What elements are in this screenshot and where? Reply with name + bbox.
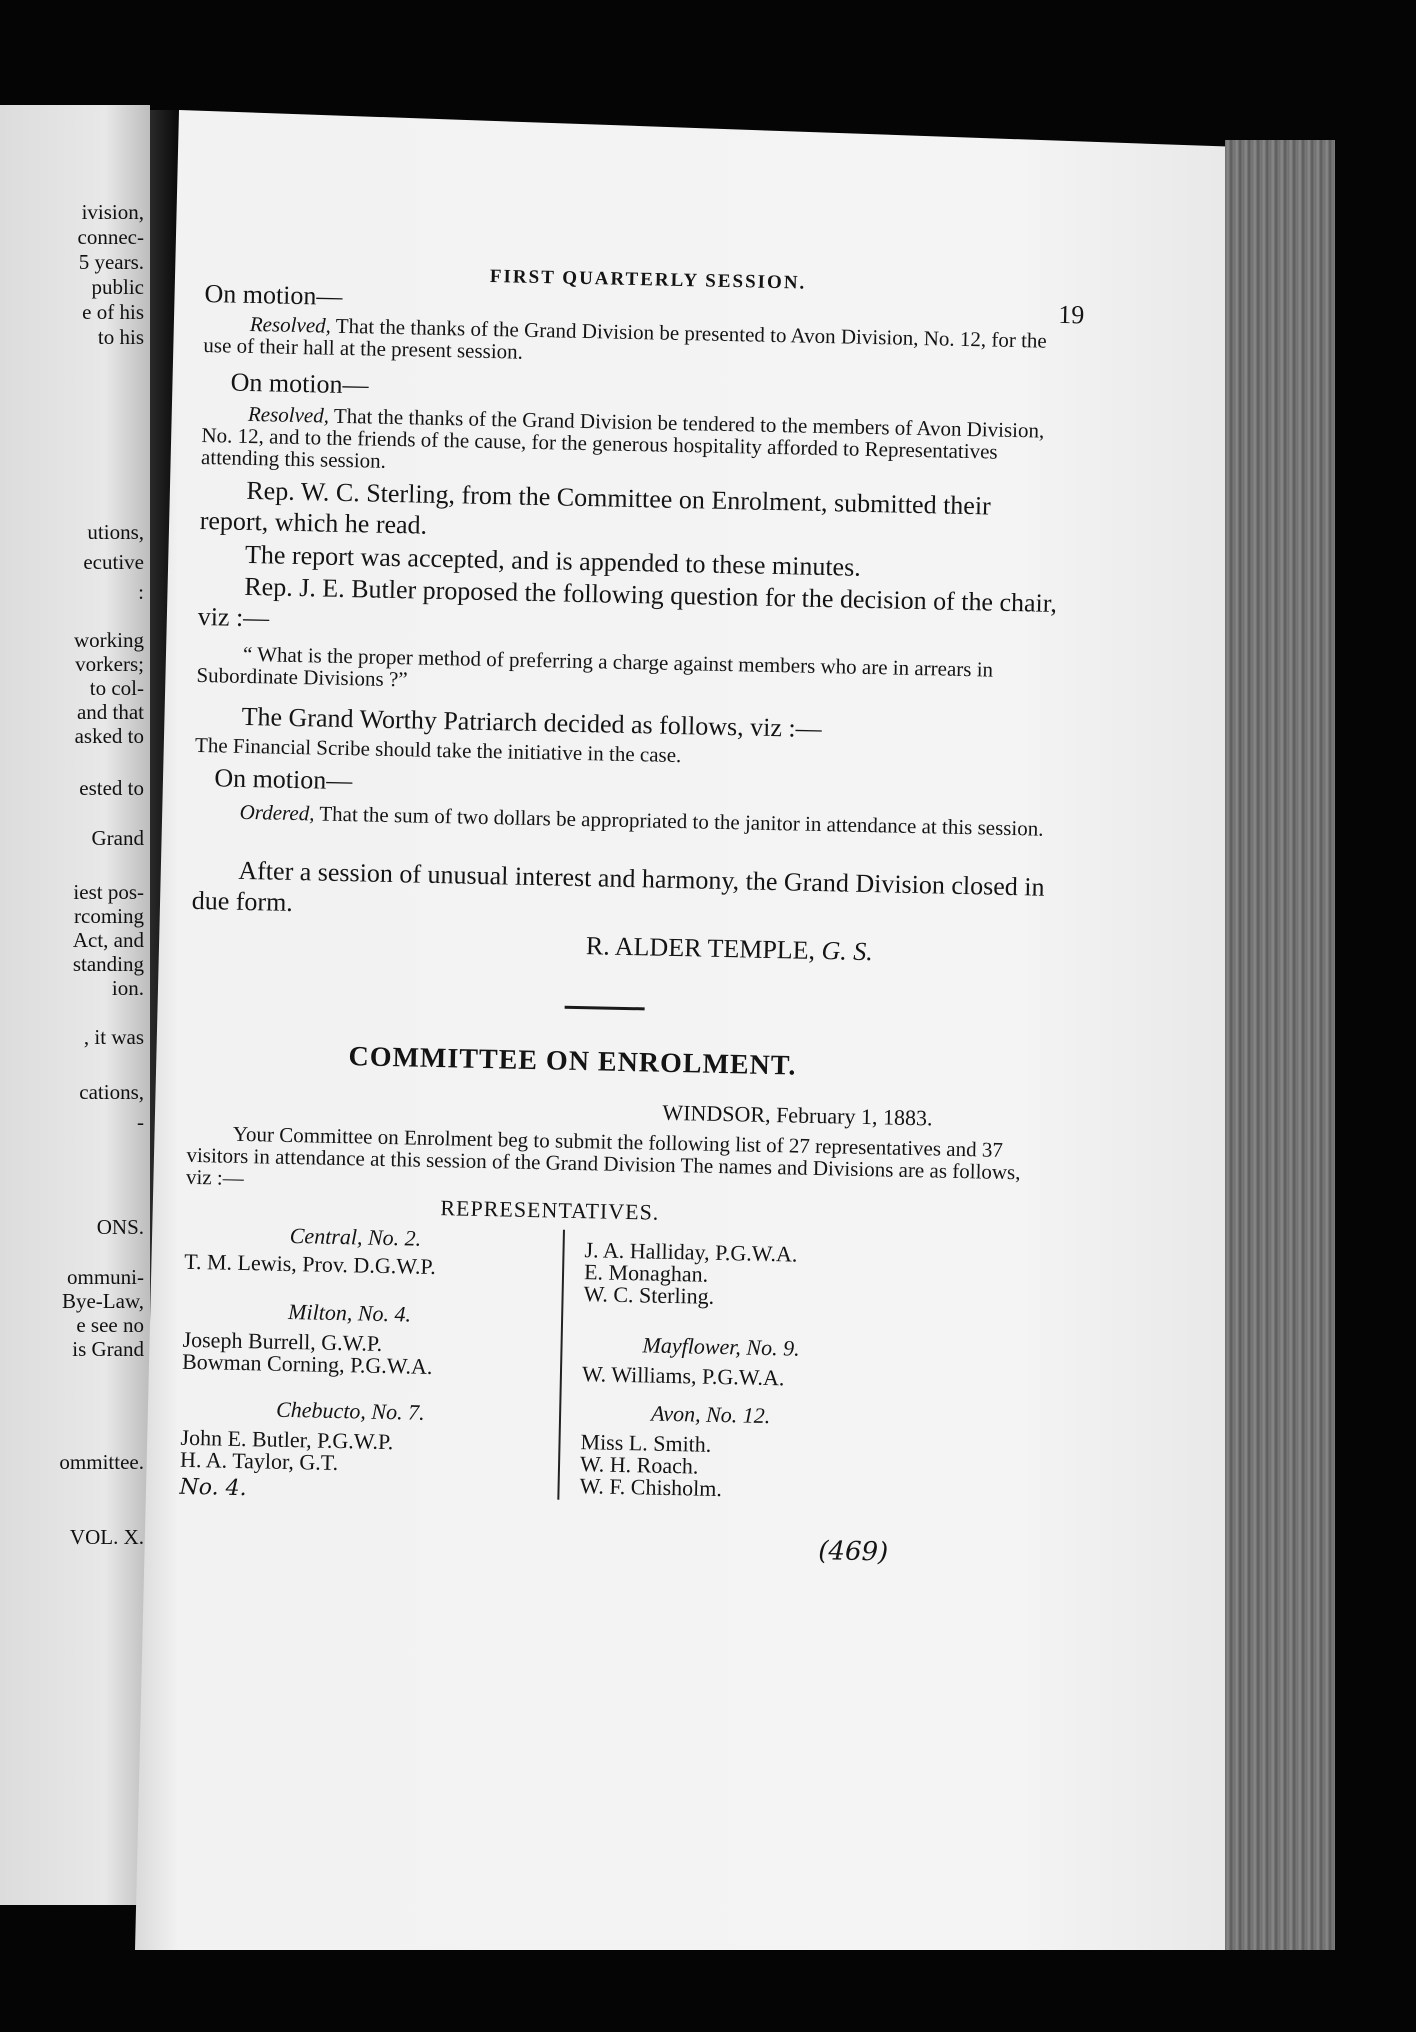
- report-accepted: The report was accepted, and is appended to these minutes.: [244, 539, 862, 582]
- left-page-line: ONS.: [96, 1215, 144, 1239]
- signature-title: G. S.: [821, 936, 874, 967]
- left-page: [0, 105, 150, 1905]
- division-milton: [288, 1300, 411, 1327]
- gwp-decision: The Grand Worthy Patriarch decided as follows, viz :—: [241, 701, 822, 744]
- left-page-line: ecutive: [83, 550, 144, 574]
- signature-name: R. ALDER TEMPLE,: [585, 931, 822, 966]
- left-page-line: rcoming: [74, 904, 144, 928]
- left-page-line: ommuni-: [67, 1265, 144, 1289]
- division-avon: [651, 1402, 771, 1428]
- on-motion-1: On motion—: [204, 278, 343, 311]
- milton-name-a: Joseph Burrell, G.W.P.: [182, 1326, 383, 1356]
- decision-text: The Financial Scribe should take the initiative in the case.: [194, 732, 682, 768]
- left-page-line: VOL. X.: [69, 1525, 144, 1549]
- page-number: 19: [1057, 299, 1085, 330]
- page-edges: [1225, 140, 1335, 1950]
- resolution-1-text: That the thanks of the Grand Division be presented to Avon Division, No. 12, for the use of their hall at the present session.: [203, 313, 1048, 364]
- on-motion-3: On motion—: [214, 763, 353, 796]
- division-chebucto: [276, 1398, 425, 1425]
- left-page-line: iest pos-: [73, 880, 144, 904]
- committee-heading: COMMITTEE ON ENROLMENT.: [348, 1041, 797, 1082]
- left-page-line: Grand: [91, 826, 144, 850]
- running-head: FIRST QUARTERLY SESSION.: [489, 265, 807, 294]
- left-page-line: , it was: [83, 1025, 144, 1049]
- committee-intro: Your Committee on Enrolment beg to submit the following list of 27 representatives and 37 visitors in attendance at this session of the Grand Division The names and Divisions are as follows, viz :—: [185, 1121, 1021, 1191]
- left-page-line: standing: [72, 952, 144, 976]
- butler-question: Rep. J. E. Butler proposed the following question for the decision of the chair, viz :—: [197, 571, 1058, 633]
- left-page-line: vorkers;: [75, 652, 144, 676]
- left-page-line: -: [137, 1110, 144, 1134]
- division-central: [290, 1224, 422, 1251]
- left-page-line: asked to: [74, 724, 144, 748]
- sterling-report: Rep. W. C. Sterling, from the Committee on Enrolment, submitted their report, which he read.: [199, 475, 992, 540]
- right-name-a: J. A. Halliday, P.G.W.A.: [584, 1237, 798, 1267]
- handwritten-page-number: (469): [817, 1536, 889, 1568]
- left-page-line: to his: [97, 325, 144, 349]
- left-page-line: ested to: [79, 776, 144, 800]
- left-page-line: ommittee.: [59, 1450, 144, 1474]
- milton-name-b: Bowman Corning, P.G.W.A.: [181, 1348, 433, 1380]
- division-mayflower: [642, 1333, 800, 1360]
- on-motion-2: On motion—: [230, 367, 369, 400]
- left-page-line: e of his: [82, 300, 144, 324]
- left-page-line: utions,: [87, 520, 144, 544]
- division-avon-label: Avon, No. 12.: [650, 1400, 771, 1429]
- left-page-line: Act, and: [72, 928, 144, 952]
- chebucto-name-b: H. A. Taylor, G.T.: [179, 1446, 339, 1476]
- question-text: “ What is the proper method of preferring a charge against members who are in arrears in Subordinate Divisions ?”: [196, 641, 994, 692]
- division-milton-label: Milton, No. 4.: [287, 1298, 412, 1327]
- left-page-line: ion.: [111, 976, 144, 1000]
- left-page-line: working: [74, 628, 144, 652]
- avon-name-a: Miss L. Smith.: [580, 1429, 712, 1457]
- mayflower-name: W. Williams, P.G.W.A.: [581, 1361, 785, 1391]
- chebucto-name-a: John E. Butler, P.G.W.P.: [180, 1424, 394, 1455]
- division-mayflower-label: Mayflower, No. 9.: [642, 1332, 800, 1361]
- division-chebucto-label: Chebucto, No. 7.: [275, 1396, 425, 1425]
- closing-paragraph: After a session of unusual interest and harmony, the Grand Division closed in due form.: [191, 855, 1045, 917]
- left-page-line: e see no: [76, 1313, 144, 1337]
- left-page-line: connec-: [77, 225, 144, 249]
- division-central-label: Central, No. 2.: [289, 1222, 422, 1251]
- resolved-label-1: Resolved,: [249, 311, 332, 338]
- representatives-heading: REPRESENTATIVES.: [440, 1195, 660, 1225]
- handwritten-note: No. 4.: [179, 1474, 247, 1502]
- left-page-line: :: [138, 580, 144, 604]
- left-page-line: Bye-Law,: [61, 1289, 144, 1313]
- left-page-line: cations,: [79, 1080, 144, 1104]
- dateline: WINDSOR, February 1, 1883.: [662, 1099, 933, 1131]
- resolved-label-2: Resolved,: [247, 401, 330, 428]
- avon-name-b: W. H. Roach.: [579, 1451, 699, 1479]
- left-page-line: 5 years.: [78, 250, 144, 274]
- right-name-b: E. Monaghan.: [583, 1259, 709, 1287]
- left-page-line: to col-: [89, 676, 144, 700]
- left-page-line: ivision,: [81, 200, 144, 224]
- left-page-line: and that: [76, 700, 144, 724]
- left-page-line: is Grand: [72, 1337, 144, 1361]
- left-page-line: public: [91, 275, 144, 299]
- resolution-2-text: That the thanks of the Grand Division be tendered to the members of Avon Division, No. 12, and to the friends of the cause, for the generous hospitality afforded to Representatives attending this session.: [200, 403, 1045, 473]
- central-names: T. M. Lewis, Prov. D.G.W.P.: [183, 1248, 437, 1280]
- avon-name-c: W. F. Chisholm.: [579, 1473, 723, 1502]
- order-text: That the sum of two dollars be appropriated to the janitor in attendance at this session.: [314, 801, 1044, 841]
- right-name-c: W. C. Sterling.: [583, 1281, 715, 1309]
- ordered-label: Ordered,: [239, 799, 315, 826]
